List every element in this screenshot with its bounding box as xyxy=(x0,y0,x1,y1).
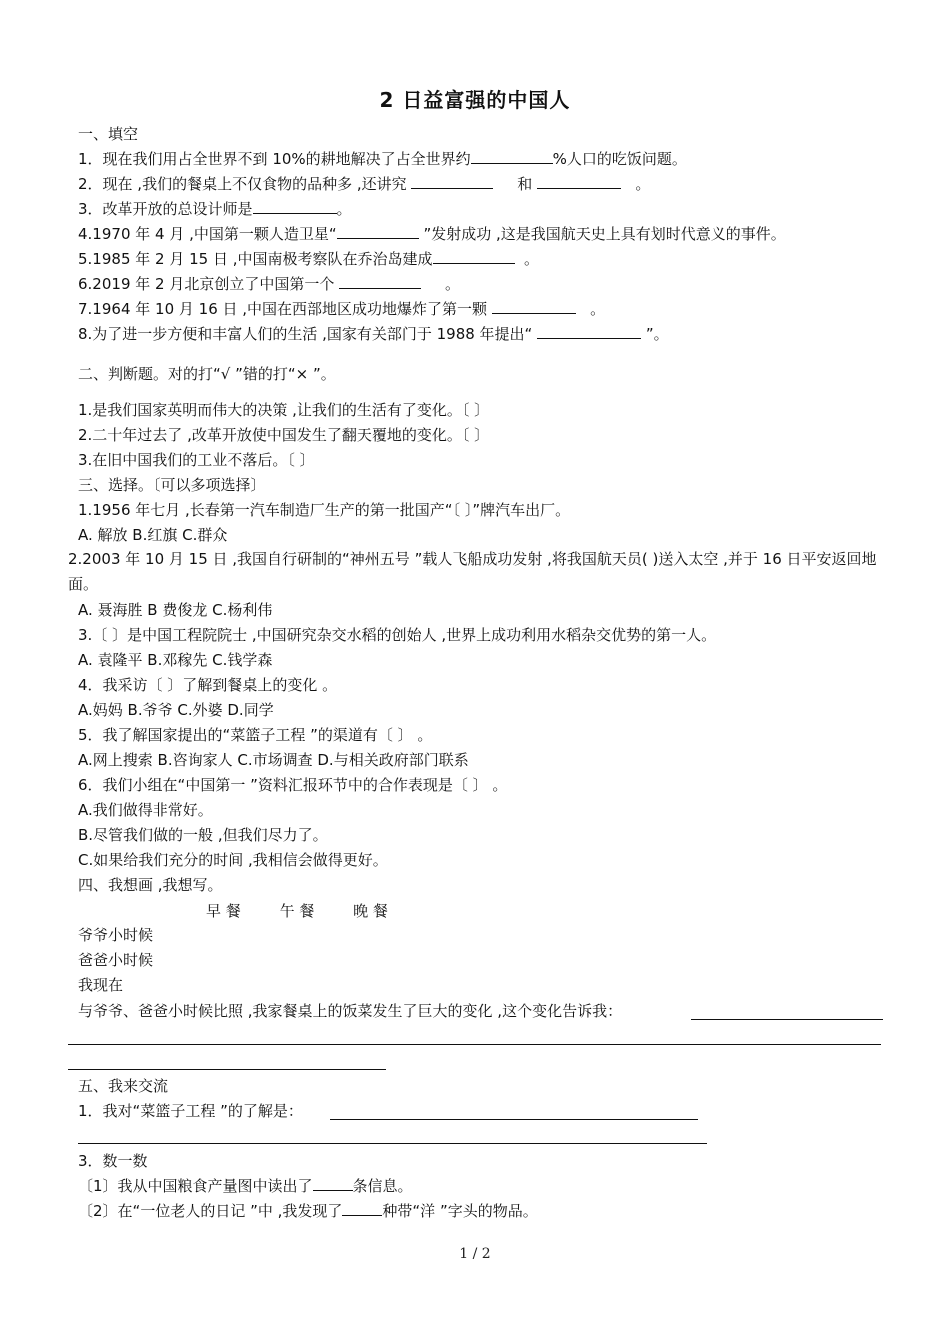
answer-blank[interactable] xyxy=(342,1201,382,1216)
row-dad: 爸爸小时候 xyxy=(78,951,154,969)
answer-line[interactable] xyxy=(330,1119,698,1120)
answer-blank[interactable] xyxy=(253,199,337,214)
exchange-question-1: 1．我对“菜篮子工程 ”的了解是： xyxy=(78,1102,303,1120)
row-me: 我现在 xyxy=(78,976,124,994)
row-grandpa: 爷爷小时候 xyxy=(78,926,154,944)
page-number: 1 / 2 xyxy=(459,1246,491,1262)
fill-question-7: 7.1964 年 10 月 16 日 ,中国在西部地区成功地爆炸了第一颗 。 xyxy=(78,300,606,318)
section-4-heading: 四、我想画 ,我想写。 xyxy=(78,876,223,894)
choice-options-4: A.妈妈 B.爷爷 C.外婆 D.同学 xyxy=(78,701,274,719)
exchange-question-3-2: 〔2〕在“一位老人的日记 ”中 ,我发现了 种带“洋 ”字头的物品。 xyxy=(78,1202,538,1220)
choice-question-1: 1.1956 年七月 ,长春第一汽车制造厂生产的第一批国产“〔 〕”牌汽车出厂。 xyxy=(78,501,571,519)
section-2-heading: 二、判断题。对的打“√ ”错的打“× ”。 xyxy=(78,365,336,383)
answer-blank[interactable] xyxy=(339,274,421,289)
choice-question-6: 6．我们小组在“中国第一 ”资料汇报环节中的合作表现是〔 〕 。 xyxy=(78,776,508,794)
judge-question-2: 2.二十年过去了 ,改革开放使中国发生了翻天覆地的变化。〔 〕 xyxy=(78,426,490,444)
page-title: 2 日益富强的中国人 xyxy=(379,88,571,112)
choice-options-3: A. 袁隆平 B.邓稼先 C.钱学森 xyxy=(78,651,273,669)
section-1-heading: 一、填空 xyxy=(78,125,139,143)
section-3-heading: 三、选择。〔可以多项选择〕 xyxy=(78,476,266,494)
answer-blank[interactable] xyxy=(537,324,641,339)
fill-question-8: 8.为了进一步方便和丰富人们的生活 ,国家有关部门于 1988 年提出“ ”。 xyxy=(78,325,669,343)
exchange-question-3: 3．数一数 xyxy=(78,1152,148,1170)
answer-line[interactable] xyxy=(78,1143,707,1144)
fill-question-6: 6.2019 年 2 月北京创立了中国第一个 。 xyxy=(78,275,460,293)
exchange-question-3-1: 〔1〕我从中国粮食产量图中读出了 条信息。 xyxy=(78,1177,413,1195)
answer-line[interactable] xyxy=(691,1019,883,1020)
answer-blank[interactable] xyxy=(411,174,493,189)
choice-question-2: 2.2003 年 10 月 15 日 ,我国自行研制的“神州五号 ”载人飞船成功发射 ,将我国航天员( )送入太空 ,并于 16 日平安返回地面。 xyxy=(68,550,877,593)
choice-options-1: A. 解放 B.红旗 C.群众 xyxy=(78,526,228,544)
choice-options-5: A.网上搜索 B.咨询家人 C.市场调查 D.与相关政府部门联系 xyxy=(78,751,469,769)
fill-question-5: 5.1985 年 2 月 15 日 ,中国南极考察队在乔治岛建成 。 xyxy=(78,250,540,268)
choice-question-5: 5．我了解国家提出的“菜篮子工程 ”的渠道有〔 〕 。 xyxy=(78,726,433,744)
answer-blank[interactable] xyxy=(337,224,419,239)
choice-option-6b: B.尽管我们做的一般 ,但我们尽力了。 xyxy=(78,826,328,844)
section-5-heading: 五、我来交流 xyxy=(78,1077,169,1095)
choice-option-6a: A.我们做得非常好。 xyxy=(78,801,213,819)
choice-question-3: 3.〔 〕是中国工程院院士 ,中国研究杂交水稻的创始人 ,世界上成功利用水稻杂交优势的第一人。 xyxy=(78,626,717,644)
meal-lunch: 午 餐 xyxy=(279,902,315,920)
judge-question-3: 3.在旧中国我们的工业不落后。〔 〕 xyxy=(78,451,315,469)
answer-blank[interactable] xyxy=(537,174,621,189)
fill-question-3: 3．改革开放的总设计师是 。 xyxy=(78,200,352,218)
fill-question-1: 1．现在我们用占全世界不到 10%的耕地解决了占全世界约 %人口的吃饭问题。 xyxy=(78,150,687,168)
choice-options-2: A. 聂海胜 B 费俊龙 C.杨利伟 xyxy=(78,601,273,619)
answer-blank[interactable] xyxy=(471,149,553,164)
meal-dinner: 晚 餐 xyxy=(353,902,388,920)
fill-question-4: 4.1970 年 4 月 ,中国第一颗人造卫星“ ”发射成功 ,这是我国航天史上具有划时代意义的事件。 xyxy=(78,225,786,243)
judge-question-1: 1.是我们国家英明而伟大的决策 ,让我们的生活有了变化。〔 〕 xyxy=(78,401,490,419)
meal-header xyxy=(206,900,422,921)
answer-blank[interactable] xyxy=(433,249,515,264)
answer-line[interactable] xyxy=(68,1069,386,1070)
answer-line[interactable] xyxy=(68,1044,881,1045)
meal-breakfast: 早 餐 xyxy=(206,902,241,920)
answer-blank[interactable] xyxy=(313,1176,353,1191)
choice-question-4: 4．我采访〔 〕了解到餐桌上的变化 。 xyxy=(78,676,338,694)
compare-prompt: 与爷爷、爸爸小时候比照 ,我家餐桌上的饭菜发生了巨大的变化 ,这个变化告诉我： xyxy=(78,1002,623,1020)
choice-option-6c: C.如果给我们充分的时间 ,我相信会做得更好。 xyxy=(78,851,388,869)
answer-blank[interactable] xyxy=(492,299,576,314)
fill-question-2: 2．现在 ,我们的餐桌上不仅食物的品种多 ,还讲究 和 。 xyxy=(78,175,651,193)
